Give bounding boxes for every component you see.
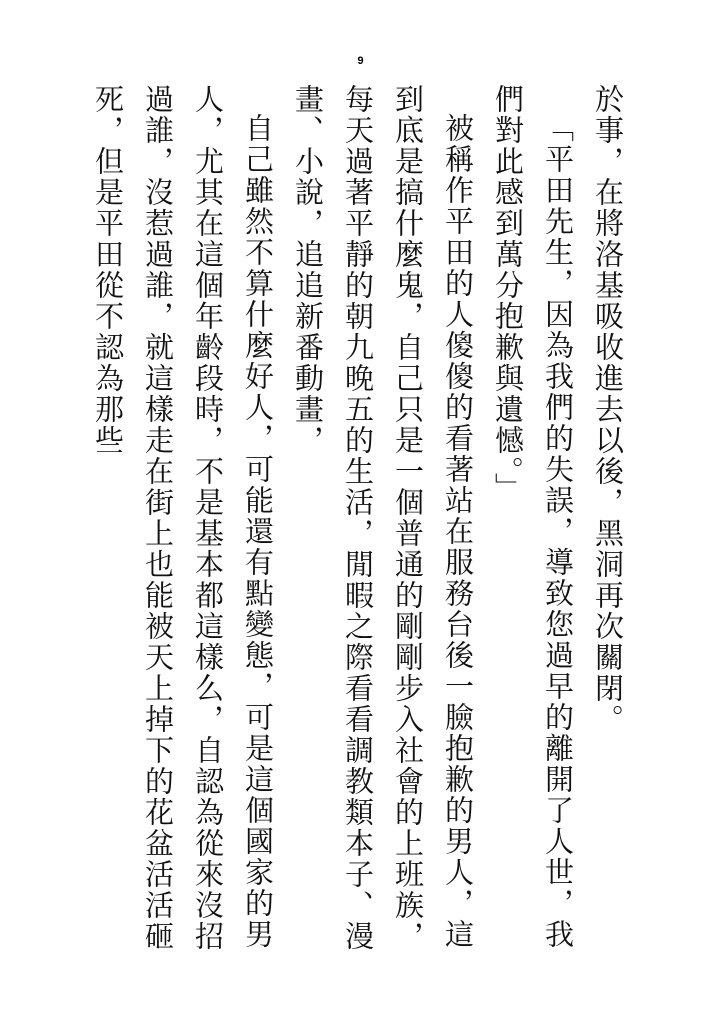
paragraph-4: 自己雖然不算什麼好人，可能還有點變態，可是這個國家的男人，尤其在這個年齡段時，不是基本都這樣么，自認為從來沒招過誰，沒惹過誰，就這樣走在街上也能被天上掉下的花盆活活砸死，但是平田從不認為那些	[91, 84, 275, 952]
body-text	[83, 84, 633, 964]
paragraph-2: 「平田先生，因為我們的失誤，導致您過早的離開了人世，我們對此感到萬分抱歉與遺憾。」	[491, 84, 575, 950]
page-number: 9	[357, 55, 364, 67]
paragraph-3: 被稱作平田的人傻傻的看著站在服務台後一臉抱歉的男人，這到底是搞什麼鬼，自己只是一個普通的剛剛步入社會的上班族，每天過著平靜的朝九晚五的生活，閒暇之際看看調教類本子、漫畫、小說，追追新番動畫，	[291, 84, 475, 952]
paragraph-1: 於事，在將洛基吸收進去以後，黑洞再次關閉。	[591, 84, 625, 735]
